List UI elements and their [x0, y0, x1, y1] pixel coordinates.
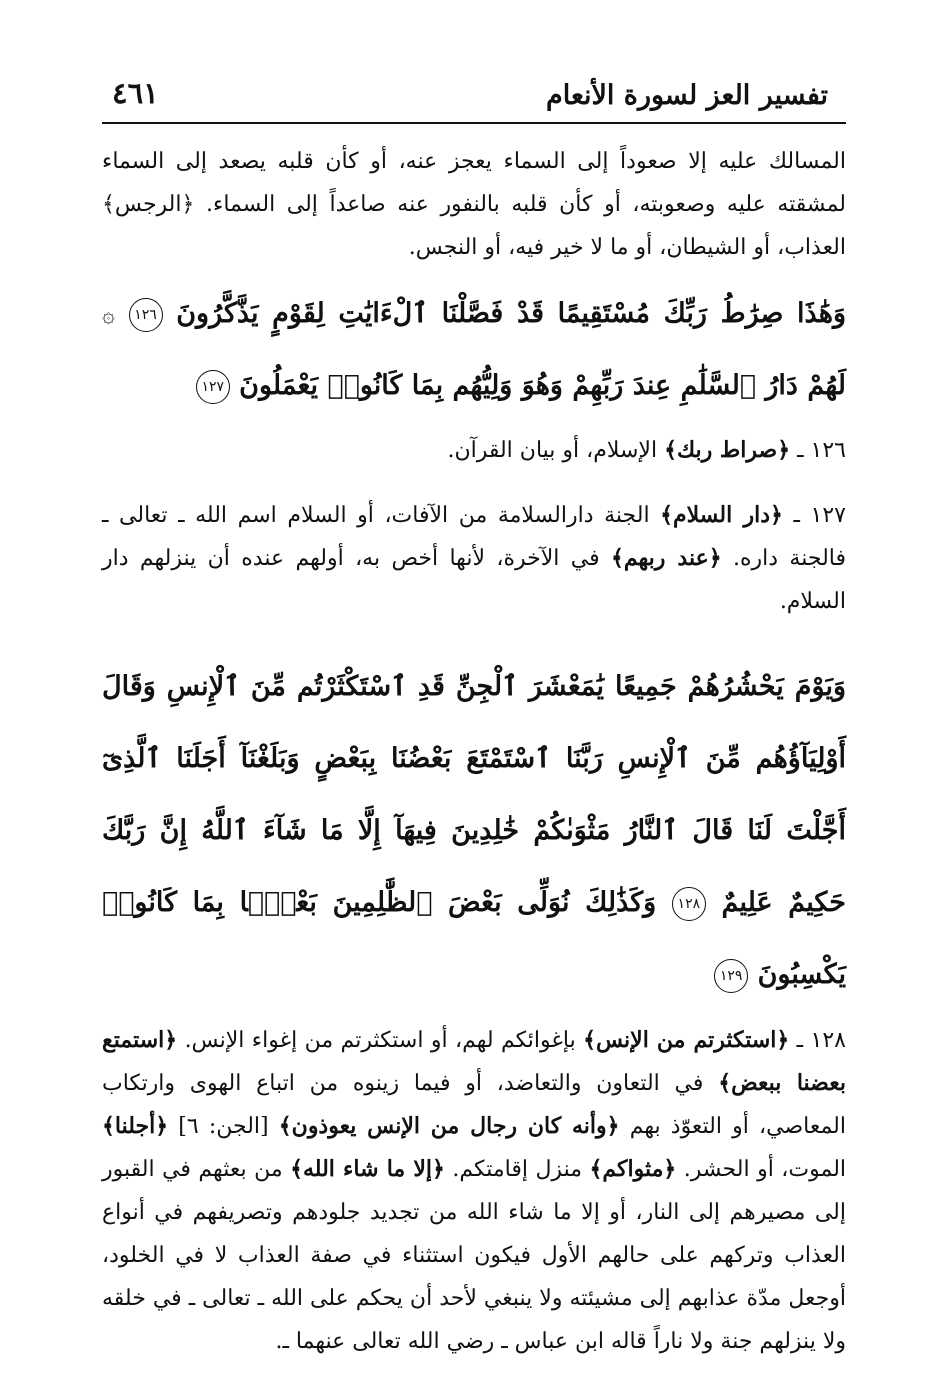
note-term: ﴿إلا ما شاء الله﴾: [290, 1156, 445, 1182]
verse-126-text: وَهَٰذَا صِرَٰطُ رَبِّكَ مُسْتَقِيمًا قَدْ فَصَّلْنَا ٱلْءَايَٰتِ لِقَوْمٍ يَذَّكَّرُونَ: [176, 298, 846, 329]
note-text: في التعاون والتعاضد، أو فيما زينوه من اتباع الهوى وارتكاب المعاصي، أو التعوّذ بهم: [102, 1071, 846, 1139]
note-lead: ١٢٦ ـ: [797, 438, 846, 463]
commentary-126: [102, 429, 846, 472]
note-term: ﴿مثواكم﴾: [589, 1156, 677, 1182]
note-text: الإسلام، أو بيان القرآن.: [447, 438, 658, 463]
note-term: ﴿استمتع بعضنا ببعض﴾: [102, 1027, 846, 1096]
note-text: منزل إقامتكم.: [452, 1157, 582, 1182]
verse-127-text: لَهُمْ دَارُ ٱلسَّلَٰمِ عِندَ رَبِّهِمْ وَهُوَ وَلِيُّهُم بِمَا كَانُوا۟ يَعْمَلُونَ: [239, 370, 846, 401]
intro-paragraph: المسالك عليه إلا صعوداً إلى السماء يعجز عنه، أو كأن قلبه يصعد إلى السماء لمشقته عليه وصعوبته، أو كأن قلبه بالنفور عنه صاعداً إلى السماء. ﴿الرجس﴾ العذاب، أو الشيطان، أو ما لا خير فيه، أو النجس.: [102, 149, 846, 260]
commentary-127: [102, 494, 846, 623]
note-lead: ١٢٧ ـ: [793, 503, 846, 528]
note-text: الجنة دارالسلامة من الآفات، أو السلام اسم الله ـ تعالى ـ فالجنة داره.: [102, 503, 846, 571]
page-header: [102, 72, 846, 124]
commentary-128: [102, 1019, 846, 1363]
note-term: ﴿عند ربهم﴾: [610, 545, 722, 571]
verse-129-text: وَكَذَٰلِكَ نُوَلِّى بَعْضَ ٱلظَّٰلِمِينَ بَعْضًۢا بِمَا كَانُوا۟ يَكْسِبُونَ: [102, 887, 846, 990]
note-text: [الجن: ٦]: [178, 1114, 269, 1139]
verse-number-128: ١٢٨: [672, 887, 706, 921]
verse-number-127: ١٢٧: [196, 370, 230, 404]
note-term: ﴿استكثرتم من الإنس﴾: [583, 1027, 790, 1053]
note-term: ﴿صراط ربك﴾: [664, 437, 791, 463]
running-title: تفسير العز لسورة الأنعام: [546, 80, 828, 111]
note-text: الموت، أو الحشر.: [683, 1157, 847, 1182]
quran-verses-128-129: [102, 651, 846, 1011]
note-text: بإغوائكم لهم، أو استكثرتم من إغواء الإنس.: [184, 1028, 576, 1053]
note-term: ﴿أجلنا﴾: [102, 1113, 169, 1139]
note-text: في الآخرة، لأنها أخص به، أولهم عنده أن ينزلهم دار السلام.: [102, 546, 846, 614]
verse-number-129: ١٢٩: [714, 959, 748, 993]
verse-number-126: ١٢٦: [129, 298, 163, 332]
note-term: ﴿وأنه كان رجال من الإنس يعوذون﴾: [278, 1113, 620, 1139]
note-lead: ١٢٨ ـ: [796, 1028, 846, 1053]
hizb-star-icon: ۞: [102, 303, 115, 328]
note-term: ﴿دار السلام﴾: [660, 502, 783, 528]
page-body: [102, 140, 846, 1363]
quran-verses-126-127: [102, 279, 846, 421]
verse-128-text: وَيَوْمَ يَحْشُرُهُمْ جَمِيعًا يَٰمَعْشَرَ ٱلْجِنِّ قَدِ ٱسْتَكْثَرْتُم مِّنَ ٱلْإِنسِ وَقَالَ أَوْلِيَآؤُهُم مِّنَ ٱلْإِنسِ رَبَّنَا ٱسْتَمْتَعَ بَعْضُنَا بِبَعْضٍ وَبَلَغْنَآ أَجَلَنَا ٱلَّذِىٓ أَجَّلْتَ لَنَا قَالَ ٱلنَّارُ مَثْوَىٰكُمْ خَٰلِدِينَ فِيهَآ إِلَّا مَا شَآءَ ٱللَّهُ إِنَّ رَبَّكَ حَكِيمٌ عَلِيمٌ: [102, 671, 846, 918]
page-number: ٤٦١: [112, 76, 159, 110]
note-text: من بعثهم في القبور إلى مصيرهم إلى النار، أو إلا ما شاء الله من تجديد جلودهم وتصريفهم في أنواع العذاب وتركهم على حالهم الأول فيكون استثناء في صفة العذاب لا في الخلود، أوجعل مدّة عذابهم إلى مشيئته ولا ينبغي لأحد أن يحكم على الله ـ تعالى ـ في خلقه ولا ينزلهم جنة ولا ناراً قاله ابن عباس ـ رضي الله تعالى عنهما ـ.: [102, 1157, 846, 1354]
